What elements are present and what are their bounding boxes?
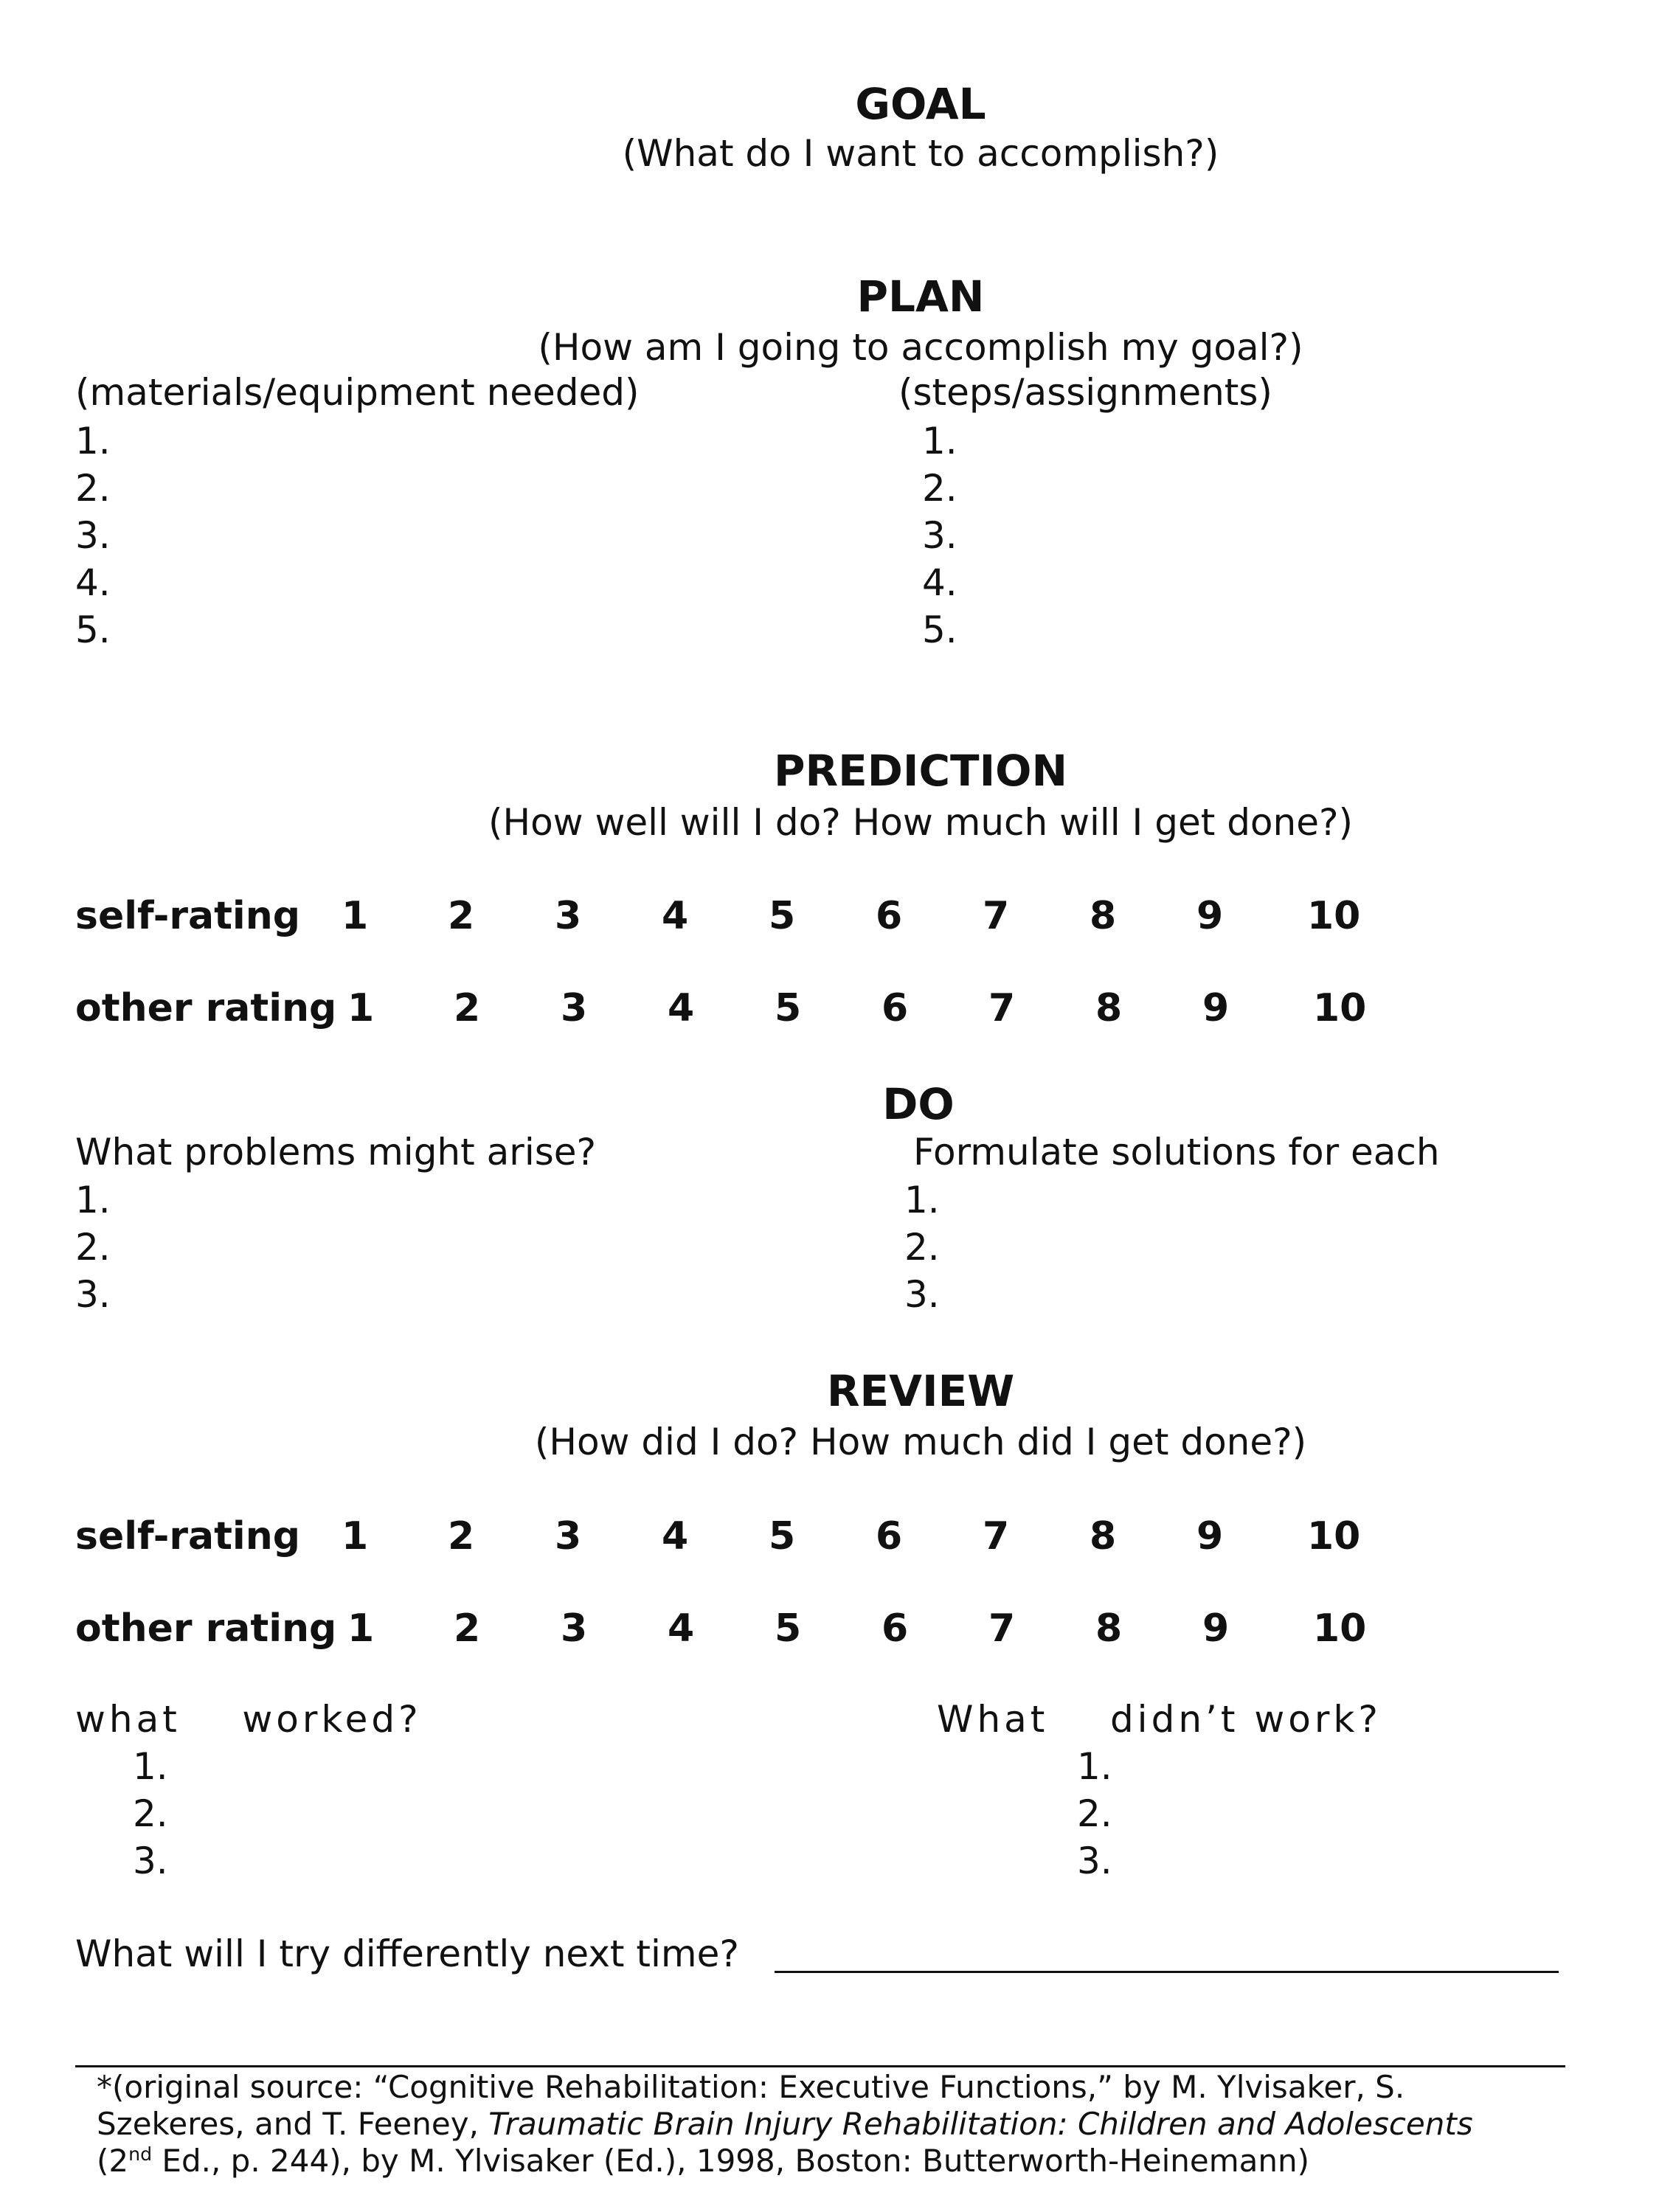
problems-item: 2. xyxy=(75,1226,111,1269)
prediction-self-rating-option[interactable]: 5 xyxy=(769,894,796,938)
prediction-question: (How well will I do? How much will I get done?) xyxy=(488,801,1354,844)
prediction-other-rating-option[interactable]: 1 xyxy=(347,986,375,1030)
review-self-rating-option[interactable]: 4 xyxy=(662,1514,689,1559)
review-self-rating-option[interactable]: 10 xyxy=(1307,1514,1361,1559)
review-question: (How did I do? How much did I get done?) xyxy=(534,1421,1307,1463)
didnt-work-item: 1. xyxy=(1077,1745,1112,1788)
steps-item: 3. xyxy=(922,514,957,557)
prediction-other-rating-option[interactable]: 7 xyxy=(988,986,1016,1030)
problems-item: 3. xyxy=(75,1273,111,1316)
prediction-self-rating-option[interactable]: 4 xyxy=(662,894,689,938)
prediction-other-rating-option[interactable]: 3 xyxy=(561,986,588,1030)
prediction-self-rating-label: self-rating xyxy=(75,894,300,938)
prediction-self-rating-option[interactable]: 3 xyxy=(555,894,582,938)
prediction-self-rating-option[interactable]: 8 xyxy=(1090,894,1117,938)
prediction-heading: PREDICTION xyxy=(773,746,1068,796)
worked-item: 3. xyxy=(133,1840,168,1882)
source-authors: Szekeres, and T. Feeney, xyxy=(97,2106,489,2142)
review-other-rating-option[interactable]: 7 xyxy=(988,1606,1016,1651)
review-self-rating-option[interactable]: 9 xyxy=(1196,1514,1224,1559)
steps-item: 4. xyxy=(922,561,957,604)
worked-item: 1. xyxy=(133,1745,168,1788)
prediction-self-rating-option[interactable]: 10 xyxy=(1307,894,1361,938)
solutions-item: 1. xyxy=(904,1179,940,1221)
review-self-rating-option[interactable]: 2 xyxy=(448,1514,475,1559)
review-self-rating-option[interactable]: 6 xyxy=(876,1514,903,1559)
review-other-rating-option[interactable]: 10 xyxy=(1313,1606,1367,1651)
review-self-rating-option[interactable]: 7 xyxy=(983,1514,1010,1559)
prediction-other-rating-option[interactable]: 8 xyxy=(1095,986,1123,1030)
review-other-rating-label: other rating xyxy=(75,1606,337,1651)
prediction-other-rating-option[interactable]: 9 xyxy=(1202,986,1230,1030)
materials-item: 1. xyxy=(75,420,111,462)
review-other-rating-option[interactable]: 6 xyxy=(882,1606,909,1651)
next-time-answer-line-2[interactable] xyxy=(75,2065,1565,2067)
what-worked-label: what worked? xyxy=(75,1698,422,1741)
source-line-2 xyxy=(97,2106,1572,2143)
materials-label: (materials/equipment needed) xyxy=(75,371,640,414)
source-edition: (2 xyxy=(97,2143,129,2179)
solutions-label: Formulate solutions for each xyxy=(913,1131,1440,1173)
steps-label: (steps/assignments) xyxy=(898,371,1272,414)
prediction-self-rating-option[interactable]: 6 xyxy=(876,894,903,938)
review-other-rating-option[interactable]: 5 xyxy=(775,1606,802,1651)
what-didnt-work-label: What didn’t work? xyxy=(937,1698,1382,1741)
prediction-other-rating-option[interactable]: 2 xyxy=(454,986,481,1030)
review-other-rating-option[interactable]: 2 xyxy=(454,1606,481,1651)
goal-heading: GOAL xyxy=(855,79,986,129)
goal-question: (What do I want to accomplish?) xyxy=(622,132,1219,175)
source-publisher: Ed., p. 244), by M. Ylvisaker (Ed.), 1998, Boston: Butterworth-Heinemann) xyxy=(152,2143,1309,2179)
prediction-other-rating-option[interactable]: 10 xyxy=(1313,986,1367,1030)
next-time-prompt: What will I try differently next time? xyxy=(75,1932,739,1975)
review-self-rating-option[interactable]: 5 xyxy=(769,1514,796,1559)
prediction-self-rating-option[interactable]: 7 xyxy=(983,894,1010,938)
steps-item: 2. xyxy=(922,467,957,510)
steps-item: 5. xyxy=(922,609,957,651)
review-other-rating-option[interactable]: 9 xyxy=(1202,1606,1230,1651)
review-self-rating-label: self-rating xyxy=(75,1514,300,1559)
source-line-1: *(original source: “Cognitive Rehabilitation: Executive Functions,” by M. Ylvisaker, S. xyxy=(97,2069,1405,2105)
source-edition-suffix: nd xyxy=(128,2143,153,2165)
review-other-rating-option[interactable]: 4 xyxy=(668,1606,695,1651)
prediction-self-rating-option[interactable]: 2 xyxy=(448,894,475,938)
prediction-other-rating-option[interactable]: 5 xyxy=(775,986,802,1030)
review-other-rating-option[interactable]: 8 xyxy=(1095,1606,1123,1651)
source-book-title: Traumatic Brain Injury Rehabilitation: Children and Adolescents xyxy=(488,2106,1473,2142)
prediction-other-rating-option[interactable]: 6 xyxy=(882,986,909,1030)
do-heading: DO xyxy=(882,1079,955,1129)
prediction-self-rating-option[interactable]: 1 xyxy=(342,894,369,938)
materials-item: 2. xyxy=(75,467,111,510)
problems-label: What problems might arise? xyxy=(75,1131,597,1173)
steps-item: 1. xyxy=(922,420,957,462)
worked-item: 2. xyxy=(133,1792,168,1835)
prediction-self-rating-option[interactable]: 9 xyxy=(1196,894,1224,938)
review-self-rating-option[interactable]: 3 xyxy=(555,1514,582,1559)
materials-item: 5. xyxy=(75,609,111,651)
source-line-3 xyxy=(97,2143,1572,2180)
review-self-rating-option[interactable]: 8 xyxy=(1090,1514,1117,1559)
source-citation xyxy=(97,2069,1572,2180)
solutions-item: 3. xyxy=(904,1273,940,1316)
next-time-answer-line[interactable] xyxy=(775,1971,1559,1973)
review-other-rating-option[interactable]: 1 xyxy=(347,1606,375,1651)
review-heading: REVIEW xyxy=(826,1366,1015,1416)
prediction-other-rating-option[interactable]: 4 xyxy=(668,986,695,1030)
review-self-rating-option[interactable]: 1 xyxy=(342,1514,369,1559)
didnt-work-item: 2. xyxy=(1077,1792,1112,1835)
solutions-item: 2. xyxy=(904,1226,940,1269)
plan-question: (How am I going to accomplish my goal?) xyxy=(538,326,1303,369)
prediction-other-rating-label: other rating xyxy=(75,986,337,1030)
materials-item: 3. xyxy=(75,514,111,557)
materials-item: 4. xyxy=(75,561,111,604)
review-other-rating-option[interactable]: 3 xyxy=(561,1606,588,1651)
plan-heading: PLAN xyxy=(856,271,985,322)
didnt-work-item: 3. xyxy=(1077,1840,1112,1882)
problems-item: 1. xyxy=(75,1179,111,1221)
